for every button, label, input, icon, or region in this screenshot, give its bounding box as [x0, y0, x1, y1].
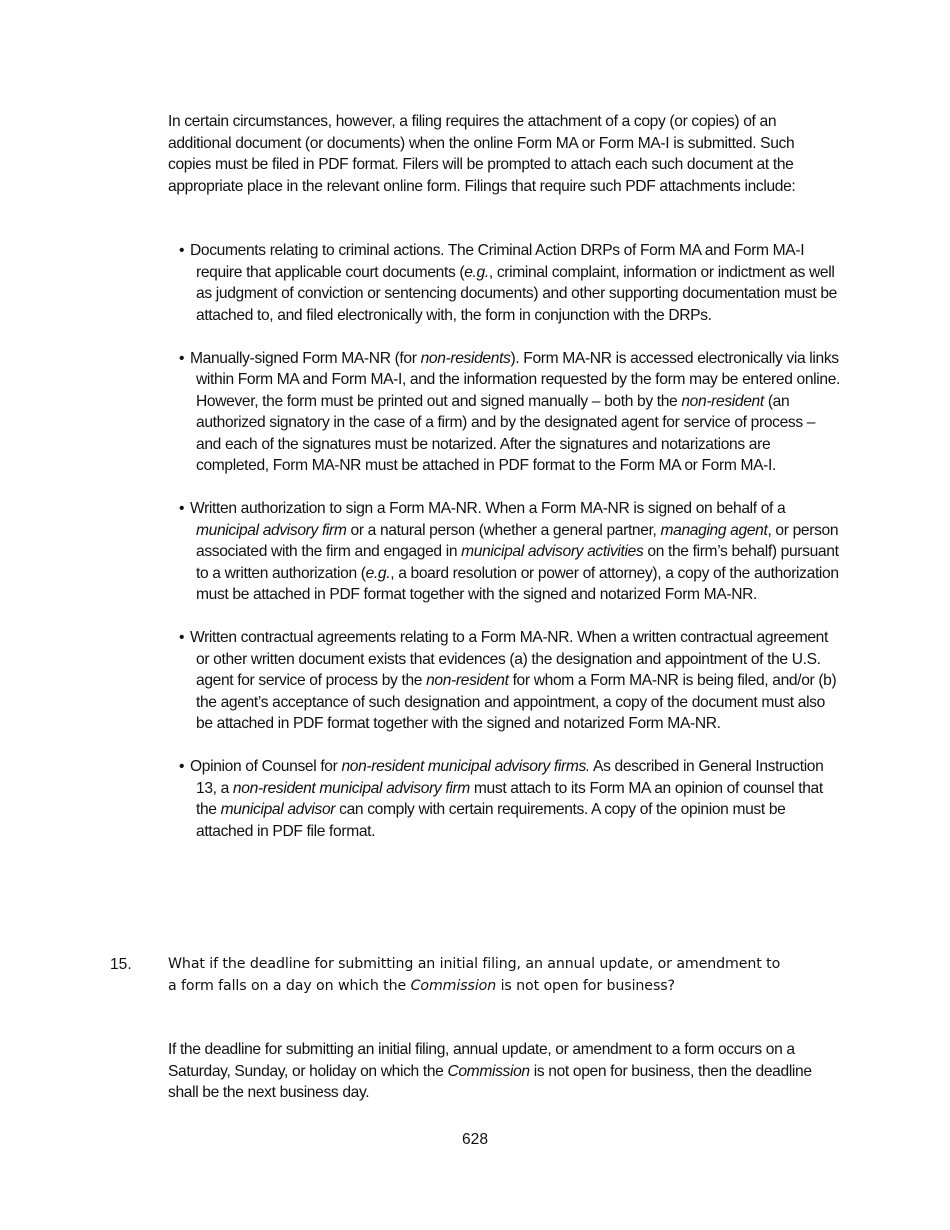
list-item: •Documents relating to criminal actions. The Criminal Action DRPs of Form MA and Form MA-I require that applicable court documents (e.g., criminal complaint, information or indictment as well as judgment of conviction or sentencing documents) and other supporting documentation must be attached to, and filed electronically with, the form in conjunction with the DRPs. [168, 240, 840, 326]
list-item: •Written authorization to sign a Form MA-NR. When a Form MA-NR is signed on behalf of a municipal advisory firm or a natural person (whether a general partner, managing agent, or person associated with the firm and engaged in municipal advisory activities on the firm’s behalf) pursuant to a written authorization (e.g., a board resolution or power of attorney), a copy of the authorization must be attached in PDF format together with the signed and notarized Form MA-NR. [168, 498, 840, 606]
bullet-icon [179, 498, 190, 520]
bullet-icon [179, 756, 190, 778]
intro-paragraph: In certain circumstances, however, a filing requires the attachment of a copy (or copies) of an additional document (or documents) when the online Form MA or Form MA-I is submitted. Such copies must be filed in PDF format. Filers will be prompted to attach each such document at the appropriate place in the relevant online form. Filings that require such PDF attachments include: [168, 113, 796, 195]
list-item: •Manually-signed Form MA-NR (for non-residents). Form MA-NR is accessed electronically via links within Form MA and Form MA-I, and the information requested by the form may be entered online. However, the form must be printed out and signed manually – both by the non-resident (an authorized signatory in the case of a firm) and by the designated agent for service of process – and each of the signatures must be notarized. After the signatures and notarizations are completed, Form MA-NR must be attached in PDF format to the Form MA or Form MA-I. [168, 348, 840, 477]
question-text: What if the deadline for submitting an initial filing, an annual update, or amendment to a form falls on a day on which the Commission is not open for business? [168, 956, 781, 994]
list-item: •Opinion of Counsel for non-resident municipal advisory firms. As described in General Instruction 13, a non-resident municipal advisory firm must attach to its Form MA an opinion of counsel that the municipal advisor can comply with certain requirements. A copy of the opinion must be attached in PDF file format. [168, 756, 840, 842]
question-number: 15. [110, 956, 132, 973]
pdf-attachment-list [168, 240, 840, 864]
list-item: •Written contractual agreements relating to a Form MA-NR. When a written contractual agreement or other written document exists that evidences (a) the designation and appointment of the U.S. agent for service of process by the non-resident for whom a Form MA-NR is being filed, and/or (b) the agent’s acceptance of such designation and appointment, a copy of the document must also be attached in PDF format together with the signed and notarized Form MA-NR. [168, 627, 840, 735]
bullet-icon [179, 240, 190, 262]
page-number: 628 [461, 1131, 489, 1148]
bullet-icon [179, 348, 190, 370]
answer-paragraph: If the deadline for submitting an initial filing, annual update, or amendment to a form occurs on a Saturday, Sunday, or holiday on which the Commission is not open for business, then the deadline shall be the next business day. [168, 1041, 812, 1101]
bullet-icon [179, 627, 190, 649]
